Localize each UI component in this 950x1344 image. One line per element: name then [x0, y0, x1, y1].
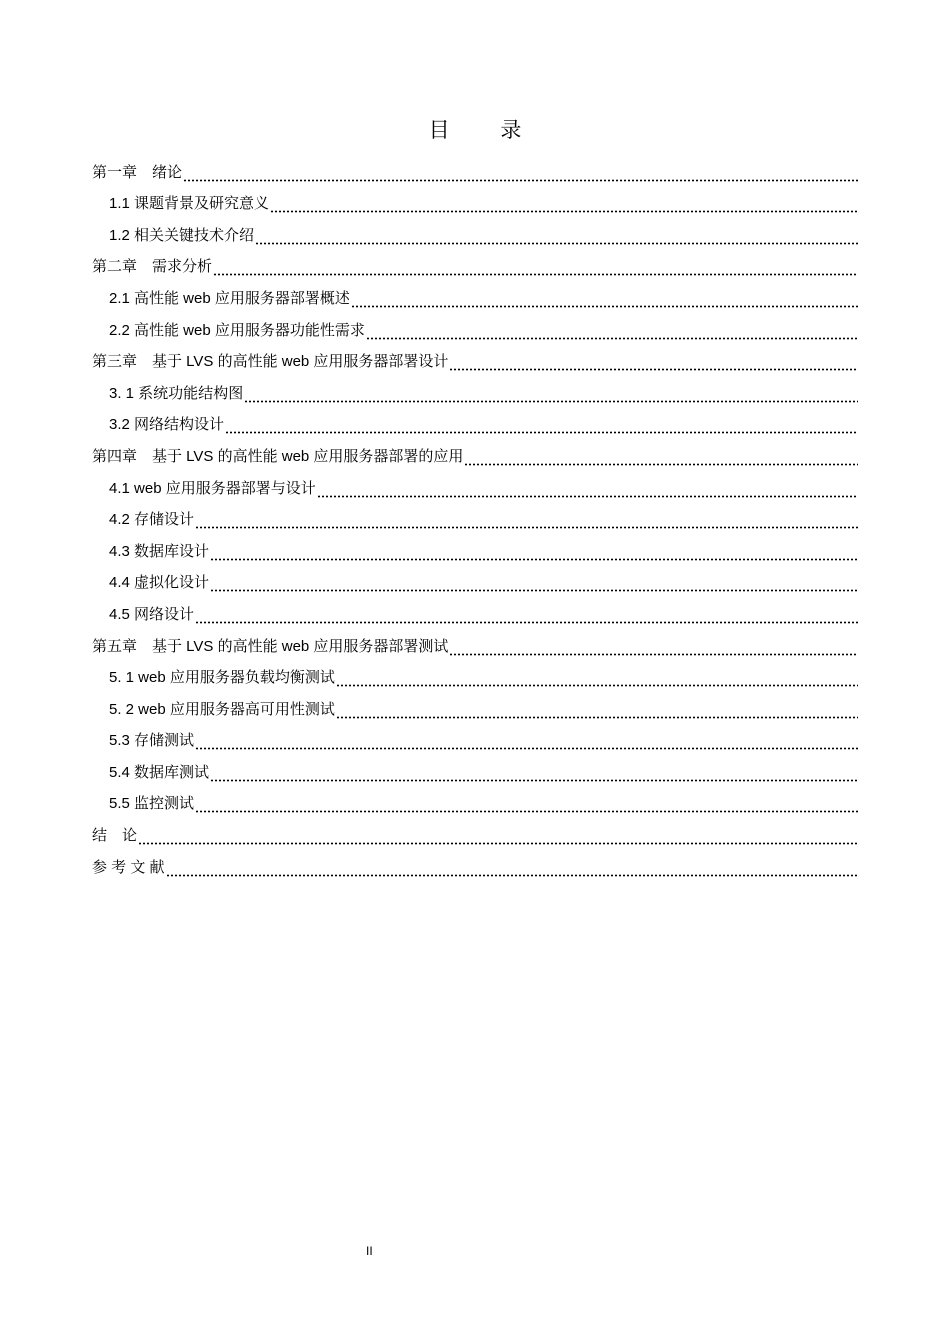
- toc-entry-section-1-1[interactable]: [92, 184, 858, 216]
- dot-leader: [225, 416, 858, 436]
- toc-entry-section-4-3[interactable]: [92, 531, 858, 563]
- toc-title: 目 录: [428, 118, 544, 142]
- toc-entry-text: 4.4 虚拟化设计: [109, 574, 210, 592]
- toc-entry-section-1-2[interactable]: [92, 215, 858, 247]
- dot-leader: [210, 574, 858, 594]
- toc-entry-text: 3.2 网络结构设计: [109, 416, 225, 434]
- toc-entry-section-4-1[interactable]: [92, 468, 858, 500]
- toc-entry-section-5-4[interactable]: [92, 752, 858, 784]
- dot-leader: [213, 258, 858, 278]
- dot-leader: [195, 606, 858, 626]
- dot-leader: [195, 732, 858, 752]
- toc-entry-text: 2.1 高性能 web 应用服务器部署概述: [109, 289, 350, 307]
- dot-leader: [244, 385, 858, 405]
- dot-leader: [195, 795, 858, 815]
- toc-entry-text: 结 论: [92, 827, 138, 845]
- toc-entry-section-2-2[interactable]: [92, 310, 858, 342]
- dot-leader: [449, 638, 858, 658]
- toc-entry-section-4-2[interactable]: [92, 500, 858, 532]
- toc-entry-text: 3. 1 系统功能结构图: [109, 384, 244, 402]
- page-number: II: [366, 1244, 373, 1258]
- dot-leader: [351, 290, 858, 310]
- toc-entry-text: 5. 2 web 应用服务器高可用性测试: [109, 700, 335, 718]
- dot-leader: [255, 227, 858, 247]
- toc-entry-text: 2.2 高性能 web 应用服务器功能性需求: [109, 321, 365, 339]
- toc-entry-text: 4.3 数据库设计: [109, 542, 210, 560]
- toc-entry-section-4-4[interactable]: [92, 563, 858, 595]
- dot-leader: [366, 322, 858, 342]
- toc-entry-section-5-3[interactable]: [92, 721, 858, 753]
- toc-entry-references[interactable]: [92, 847, 858, 879]
- toc-entry-text: 第五章 基于 LVS 的高性能 web 应用服务器部署测试: [92, 637, 449, 655]
- toc-entry-section-2-1[interactable]: [92, 278, 858, 310]
- toc-entry-chapter-4[interactable]: [92, 436, 858, 468]
- toc-entry-text: 5.4 数据库测试: [109, 763, 210, 781]
- toc-entry-conclusion[interactable]: [92, 815, 858, 847]
- toc-entry-chapter-2[interactable]: [92, 247, 858, 279]
- dot-leader: [210, 543, 858, 563]
- dot-leader: [270, 195, 858, 215]
- toc-entry-text: 5.3 存储测试: [109, 732, 195, 750]
- toc-entry-section-5-1[interactable]: [92, 658, 858, 690]
- toc-entry-text: 第三章 基于 LVS 的高性能 web 应用服务器部署设计: [92, 353, 449, 371]
- dot-leader: [317, 480, 858, 500]
- dot-leader: [195, 511, 858, 531]
- toc-entry-text: 参 考 文 献: [92, 858, 165, 876]
- toc-entry-text: 4.5 网络设计: [109, 605, 195, 623]
- toc-entry-chapter-3[interactable]: [92, 342, 858, 374]
- toc-entry-section-4-5[interactable]: [92, 594, 858, 626]
- toc-entry-section-5-2[interactable]: [92, 689, 858, 721]
- toc-entry-text: 5. 1 web 应用服务器负载均衡测试: [109, 669, 335, 687]
- dot-leader: [166, 859, 858, 879]
- dot-leader: [464, 448, 858, 468]
- toc-entry-text: 1.1 课题背景及研究意义: [109, 195, 270, 213]
- dot-leader: [183, 164, 858, 184]
- toc-entry-section-3-2[interactable]: [92, 405, 858, 437]
- dot-leader: [138, 827, 858, 847]
- toc-entry-text: 4.2 存储设计: [109, 511, 195, 529]
- dot-leader: [449, 353, 858, 373]
- dot-leader: [336, 669, 858, 689]
- toc-entry-text: 第二章 需求分析: [92, 258, 213, 276]
- dot-leader: [336, 701, 858, 721]
- dot-leader: [210, 764, 858, 784]
- table-of-contents: [92, 152, 858, 879]
- toc-entry-text: 1.2 相关关键技术介绍: [109, 226, 255, 244]
- toc-entry-section-3-1[interactable]: [92, 373, 858, 405]
- toc-entry-chapter-1[interactable]: [92, 152, 858, 184]
- toc-entry-section-5-5[interactable]: [92, 784, 858, 816]
- toc-entry-text: 第四章 基于 LVS 的高性能 web 应用服务器部署的应用: [92, 447, 464, 465]
- toc-entry-text: 4.1 web 应用服务器部署与设计: [109, 479, 316, 497]
- toc-entry-text: 第一章 绪论: [92, 163, 183, 181]
- toc-entry-chapter-5[interactable]: [92, 626, 858, 658]
- toc-entry-text: 5.5 监控测试: [109, 795, 195, 813]
